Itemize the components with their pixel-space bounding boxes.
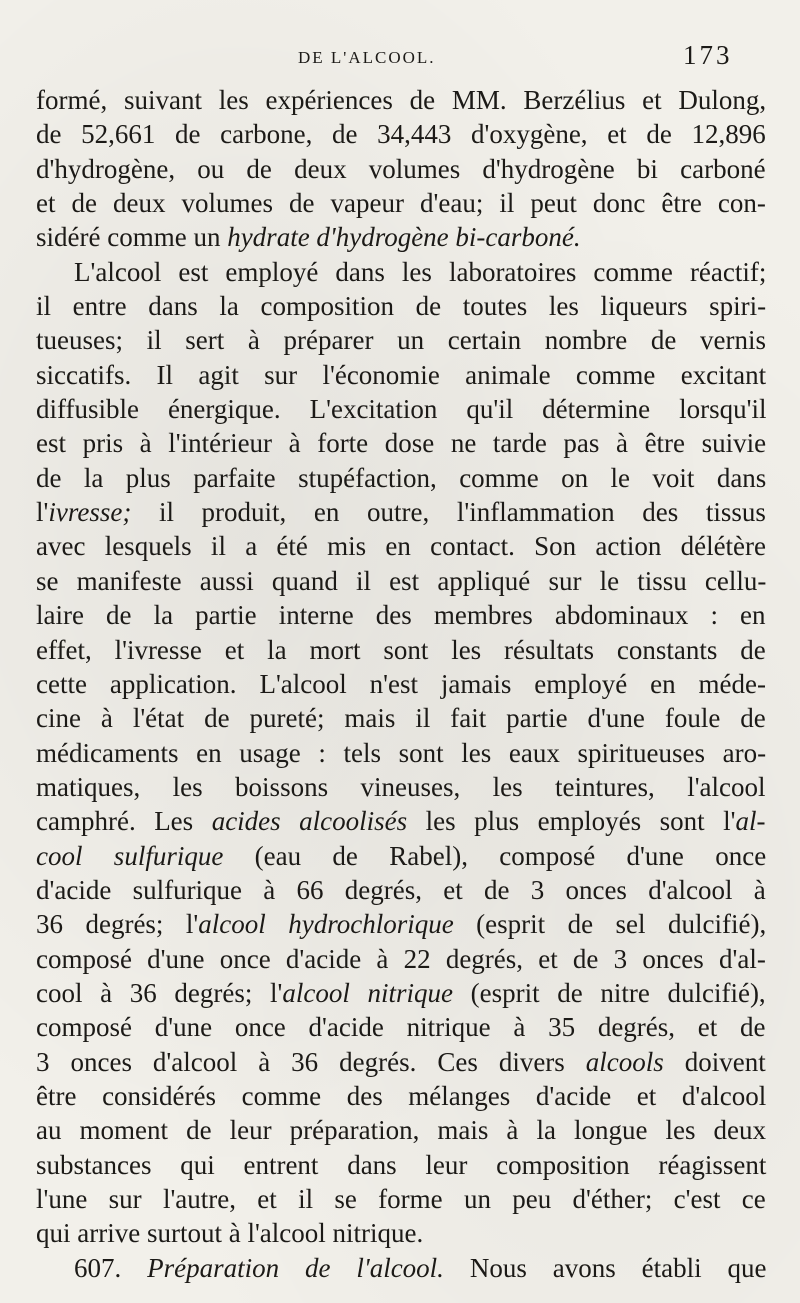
text-run: cine à l'état de pureté; mais il fait partie d'une foule de [36, 703, 766, 734]
text-run: il entre dans la composition de toutes les liqueurs spiri- [36, 291, 767, 322]
text-run: se manifeste aussi quand il est appliqué sur le tissu cellu- [36, 565, 767, 596]
text-line [36, 289, 766, 323]
text-run: les plus employés sont l' [407, 806, 736, 837]
text-run: être considérés comme des mélanges d'acide et d'alcool [36, 1080, 767, 1111]
text-line [36, 255, 766, 289]
text-line [36, 83, 766, 117]
text-line [36, 529, 766, 563]
text-line [36, 667, 766, 701]
text-line [36, 736, 766, 770]
italic-text: ivresse; [48, 497, 132, 528]
text-run: L'alcool est employé dans les laboratoires comme réactif; [74, 256, 767, 287]
text-line [36, 1251, 766, 1285]
text-run: composé d'une once d'acide à 22 degrés, et de 3 onces d'al- [36, 943, 766, 974]
text-line [36, 1113, 766, 1147]
text-run: il produit, en outre, l'inflammation des tissus [131, 497, 766, 528]
italic-text: alcool hydrochlorique [198, 909, 454, 940]
text-line [36, 598, 766, 632]
text-run: médicaments en usage : tels sont les eaux spiritueuses aro- [36, 737, 767, 768]
italic-text: acides alcoolisés [211, 806, 408, 837]
text-run: laire de la partie interne des membres abdominaux : en [36, 600, 766, 631]
text-run: 607. [74, 1252, 148, 1283]
text-line [36, 220, 766, 254]
text-line [36, 564, 766, 598]
running-head: DE L'ALCOOL. [298, 48, 436, 67]
text-run: Nous avons établi que [443, 1252, 767, 1283]
text-line [36, 907, 766, 941]
text-line [36, 1045, 766, 1079]
text-line [36, 117, 766, 151]
text-line [36, 392, 766, 426]
text-line [36, 1079, 766, 1113]
text-run: cool à 36 degrés; l' [36, 977, 283, 1008]
italic-text: alcool nitrique [282, 977, 453, 1008]
text-line [36, 839, 766, 873]
text-run: formé, suivant les expériences de MM. Berzélius et Dulong, [36, 85, 767, 115]
italic-text: alcools [585, 1046, 664, 1077]
text-line [36, 976, 766, 1010]
text-run: matiques, les boissons vineuses, les teintures, l'alcool [36, 771, 766, 802]
text-line [36, 942, 766, 976]
text-line [36, 1148, 766, 1182]
page-number: 173 [683, 40, 733, 70]
text-run: 3 onces d'alcool à 36 degrés. Ces divers [36, 1046, 586, 1077]
text-line [36, 701, 766, 735]
italic-text: hydrate d'hydrogène bi-carboné. [227, 222, 581, 253]
text-run: est pris à l'intérieur à forte dose ne tarde pas à être suivie [36, 428, 767, 459]
text-line [36, 770, 766, 804]
text-line [36, 186, 766, 220]
text-line [36, 1216, 766, 1250]
text-run: qui arrive surtout à l'alcool nitrique. [36, 1218, 424, 1249]
text-run: de 52,661 de carbone, de 34,443 d'oxygène, et de 12,896 [36, 119, 766, 150]
text-run: diffusible énergique. L'excitation qu'il détermine lorsqu'il [36, 394, 767, 425]
text-run: de la plus parfaite stupéfaction, comme on le voit dans [36, 462, 767, 493]
text-line [36, 495, 766, 529]
text-run: d'acide sulfurique à 66 degrés, et de 3 onces d'alcool à [36, 874, 766, 905]
text-run: effet, l'ivresse et la mort sont les résultats constants de [36, 634, 766, 665]
text-run: composé d'une once d'acide nitrique à 35 degrés, et de [36, 1012, 766, 1043]
text-run: doivent [663, 1046, 766, 1077]
text-line [36, 323, 766, 357]
text-line [36, 804, 766, 838]
text-run: au moment de leur préparation, mais à la longue les deux [36, 1115, 767, 1146]
text-run: et de deux volumes de vapeur d'eau; il peut donc être con- [36, 188, 766, 219]
text-line [36, 1182, 766, 1216]
text-run: avec lesquels il a été mis en contact. Son action délétère [36, 531, 767, 562]
text-line [36, 461, 766, 495]
page-header [0, 40, 800, 80]
text-run: cette application. L'alcool n'est jamais employé en méde- [36, 668, 766, 699]
text-run: siccatifs. Il agit sur l'économie animale comme excitant [36, 359, 767, 390]
text-run: substances qui entrent dans leur composition réagissent [36, 1149, 767, 1180]
italic-text: Préparation de l'alcool. [147, 1252, 444, 1283]
body-text [36, 83, 766, 1285]
text-run: sidéré comme un [36, 222, 228, 253]
text-run: camphré. Les [36, 806, 212, 837]
text-line [36, 426, 766, 460]
italic-text: cool sulfurique [36, 840, 224, 871]
text-line [36, 633, 766, 667]
text-run: 36 degrés; l' [36, 909, 199, 940]
text-run: (esprit de nitre dulcifié), [452, 977, 766, 1008]
text-run: d'hydrogène, ou de deux volumes d'hydrogène bi carboné [36, 153, 766, 184]
text-line [36, 1010, 766, 1044]
text-run: l'une sur l'autre, et il se forme un peu d'éther; c'est ce [36, 1184, 766, 1214]
text-run: (eau de Rabel), composé d'une once [223, 840, 767, 871]
text-line [36, 152, 766, 186]
text-line [36, 873, 766, 907]
text-run: (esprit de sel dulcifié), [453, 909, 767, 940]
text-line [36, 358, 766, 392]
text-run: tueuses; il sert à préparer un certain nombre de vernis [36, 325, 767, 356]
text-run: l' [36, 497, 49, 528]
italic-text: al- [735, 806, 766, 837]
